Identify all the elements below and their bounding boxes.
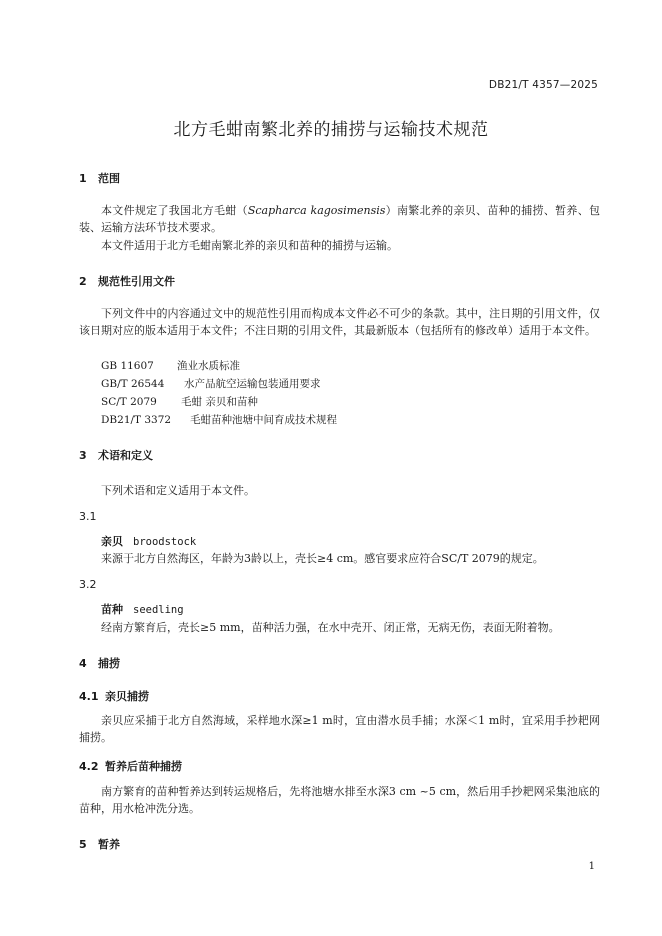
section-title: 规范性引用文件 (98, 275, 175, 288)
section-heading-temporary-rearing (79, 836, 120, 852)
reference-name: 毛蚶 亲贝和苗种 (181, 396, 258, 408)
reference-item (101, 376, 321, 391)
section-heading-terms (79, 447, 153, 463)
term-number: 3.2 (79, 578, 97, 591)
reference-name: 毛蚶苗种池塘中间育成技术规程 (190, 414, 337, 426)
reference-code: SC/T 2079 (101, 396, 157, 408)
section-number: 3 (79, 449, 87, 462)
reference-name: 渔业水质标准 (177, 360, 240, 372)
seedling-harvest-paragraph: 南方繁育的苗种暂养达到转运规格后，先将池塘水排至水深3 cm ~5 cm，然后用手抄耙网采集池底的苗种，用水枪冲洗分选。 (79, 785, 600, 815)
section-number: 2 (79, 275, 87, 288)
reference-code: GB 11607 (101, 360, 154, 372)
subsection-number: 4.1 (79, 690, 99, 703)
term-entry-broodstock (101, 533, 196, 549)
section-number: 1 (79, 172, 87, 185)
reference-code: GB/T 26544 (101, 378, 165, 390)
scope-paragraph-2: 本文件适用于北方毛蚶南繁北养的亲贝和苗种的捕捞与运输。 (101, 239, 398, 252)
reference-item (101, 394, 258, 409)
section-number: 5 (79, 838, 87, 851)
scope-paragraph-1 (79, 202, 600, 236)
term-en: broodstock (133, 536, 197, 548)
section-heading-harvest (79, 655, 120, 671)
term-number: 3.1 (79, 510, 97, 523)
references-intro-paragraph: 下列文件中的内容通过文中的规范性引用而构成本文件必不可少的条款。其中，注日期的引用文件，仅该日期对应的版本适用于本文件；不注日期的引用文件，其最新版本（包括所有的修改单）适用于本文件。 (79, 307, 600, 337)
scope-text-b: ）南繁北养的亲贝、苗种的捕捞、暂养、包装、运输方法环节技术要求。 (79, 204, 601, 234)
page-number: 1 (588, 861, 595, 872)
term-zh: 苗种 (101, 603, 123, 616)
section-title: 术语和定义 (98, 449, 153, 462)
reference-code: DB21/T 3372 (101, 414, 172, 426)
document-title: 北方毛蚶南繁北养的捕捞与运输技术规范 (173, 120, 489, 140)
section-number: 4 (79, 657, 87, 670)
term-en: seedling (133, 604, 184, 616)
section-heading-normative-references (79, 273, 175, 289)
reference-name: 水产品航空运输包装通用要求 (184, 378, 321, 390)
broodstock-harvest-paragraph: 亲贝应采捕于北方自然海域，采样地水深≥1 m时，宜由潜水员手捕；水深＜1 m时，宜采用手抄耙网捕捞。 (79, 714, 600, 744)
term-definition: 经南方繁育后，壳长≥5 mm，苗种活力强，在水中壳开、闭正常，无病无伤，表面无附着物。 (101, 621, 560, 634)
section-heading-scope (79, 170, 120, 186)
section-title: 暂养 (98, 838, 120, 851)
standard-code: DB21/T 4357—2025 (488, 79, 598, 91)
term-zh: 亲贝 (101, 535, 123, 548)
subsection-heading-broodstock-harvest (79, 688, 149, 704)
subsection-heading-seedling-harvest (79, 758, 182, 774)
section-title: 范围 (98, 172, 120, 185)
subsection-title: 亲贝捕捞 (105, 690, 149, 703)
term-entry-seedling (101, 601, 184, 617)
section-title: 捕捞 (98, 657, 120, 670)
subsection-title: 暂养后苗种捕捞 (105, 760, 182, 773)
term-definition: 来源于北方自然海区，年龄为3龄以上，壳长≥4 cm。感官要求应符合SC/T 2079的规定。 (101, 552, 544, 565)
terms-intro: 下列术语和定义适用于本文件。 (101, 484, 255, 497)
species-latin-name: Scapharca kagosimensis (247, 204, 386, 217)
reference-item (101, 358, 240, 373)
subsection-number: 4.2 (79, 760, 99, 773)
scope-text-a: 本文件规定了我国北方毛蚶（ (101, 204, 248, 217)
reference-item (101, 412, 337, 427)
